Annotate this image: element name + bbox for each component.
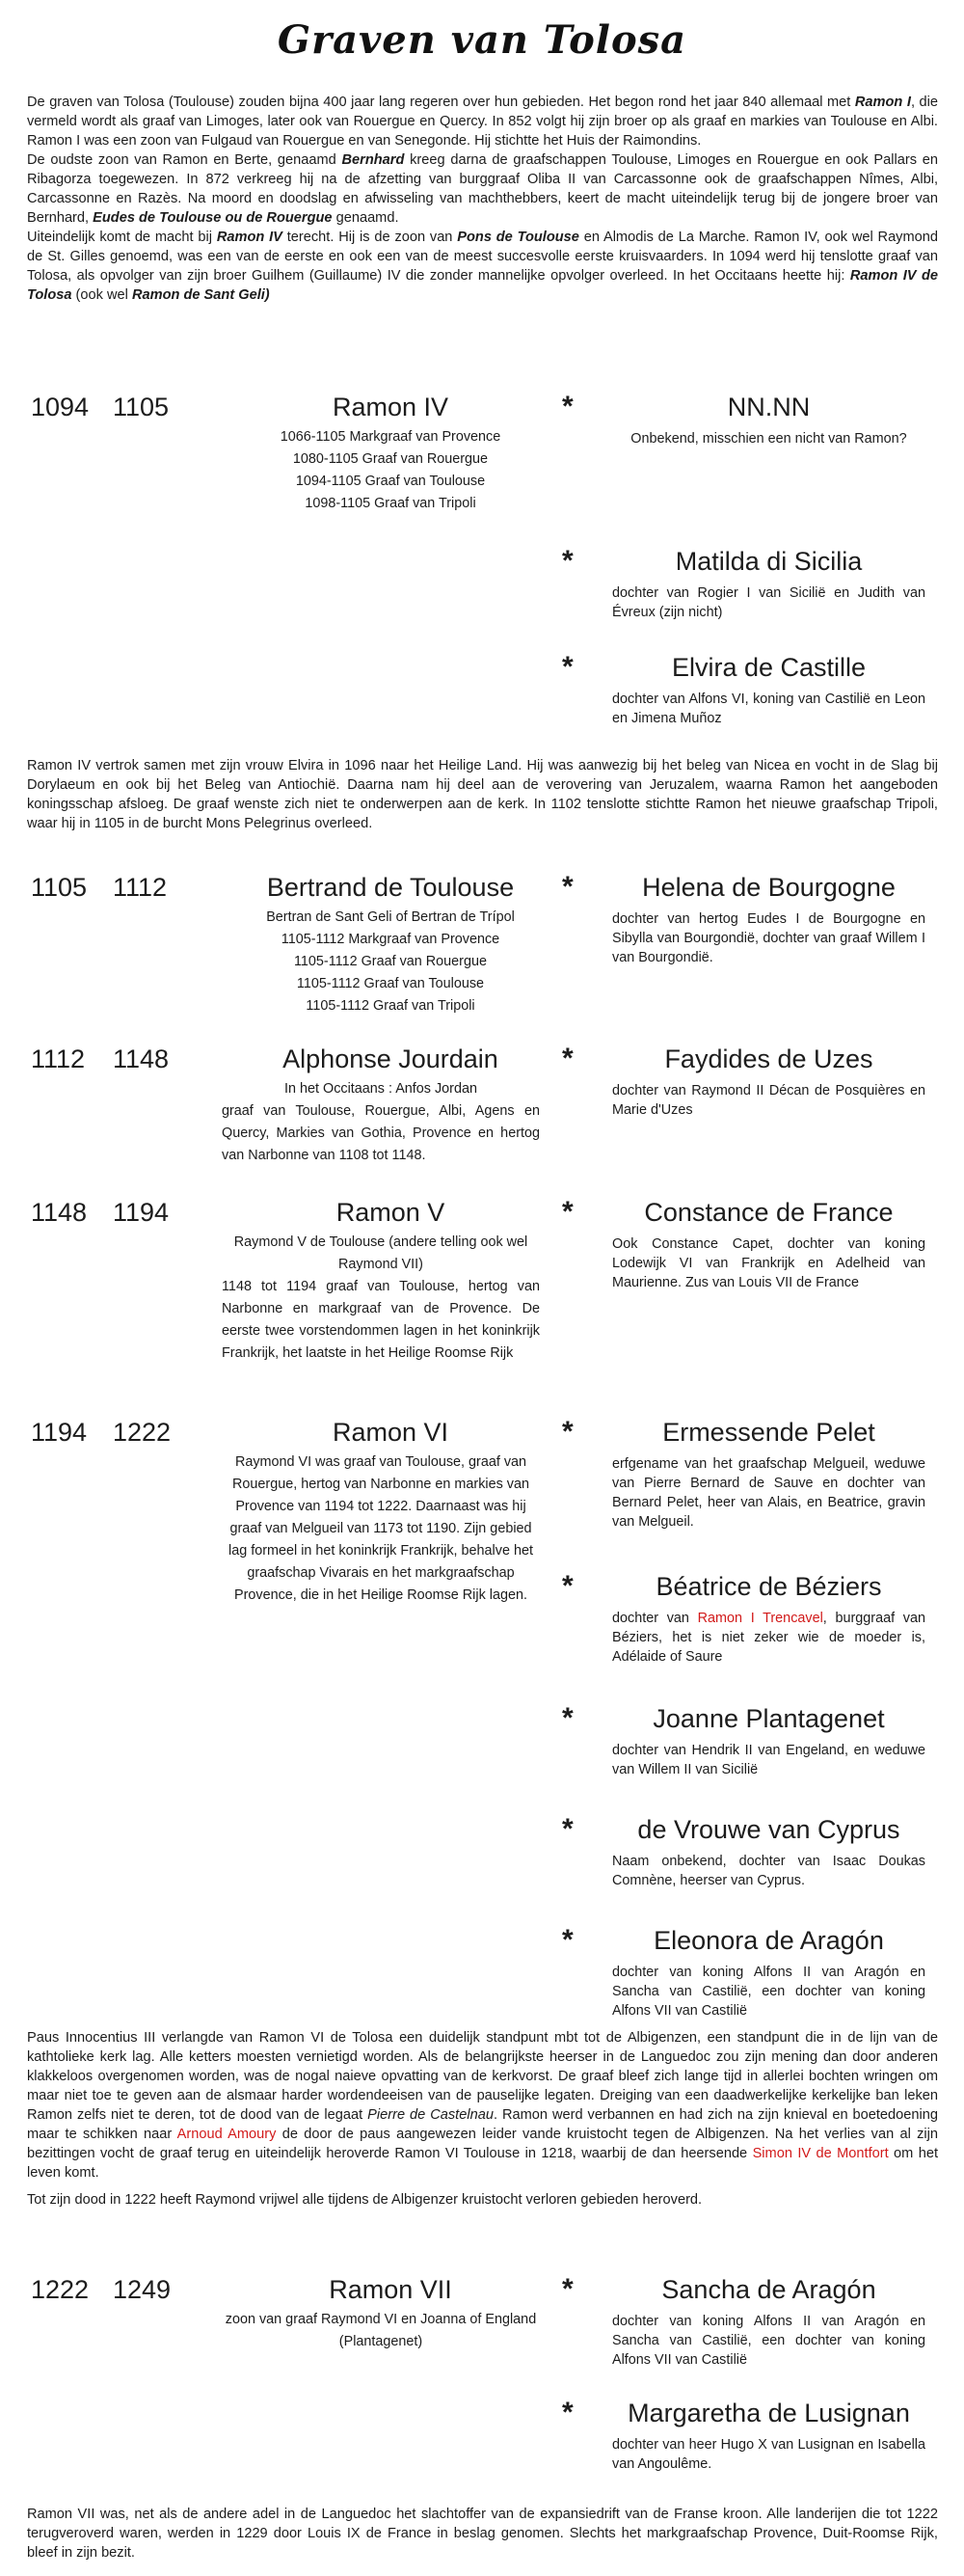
spouse-details: dochter van Ramon I Trencavel, burggraaf van Béziers, het is niet zeker wie de moeder is, Adélaide of Saure (612, 1611, 925, 1665)
spouse-info (612, 545, 925, 622)
spouse-details: dochter van Hendrik II van Engeland, en weduwe van Willem II van Sicilië (612, 1743, 925, 1777)
spouse-name: Elvira de Castille (671, 653, 867, 682)
note-ramon-vi-paragraph-1: Paus Innocentius III verlangde van Ramon VI de Tolosa een duidelijk standpunt mbt tot de Albigenzen, een standpunt die in de lijn van de kathtolieke kerk lag. Alle ketters moesten vernietigd worden. Als de belangrijkste heerser in de Languedoc zou zijn mening dan door anderen klakkeloos overgenomen worden, was de nogal naieve opvatting van de kerkvorst. De graaf bleef zich lange tijd in allerlei bochten wringen om maar niet toe te geven aan de alsmaar harder wordendeeisen van de pauselijke legaten. Dreiging van een daadwerkelijke kerkelijke ban leken Ramon zelfs niet te deren, tot de dood van de legaat Pierre de Castelnau. Ramon werd verbannen en had zich na zijn knieval en boetedoening maar te schikken naar Arnoud Amoury de door de paus aangewezen leider vande kruistocht tegen de Albigenzen. Na het verlies van al zijn bezittingen vocht de graaf terug en uiteindelijk heroverde Ramon VI Toulouse in 1218, waarbij de dan heersende Simon IV de Montfort om het leven komt. (27, 2030, 939, 2181)
ruler-details (222, 1451, 559, 1607)
reign-end-year: 1194 (113, 1198, 170, 1227)
ruler-name: Ramon VI (332, 1418, 449, 1447)
spouse-details: erfgename van het graafschap Melgueil, weduwe van Pierre Bernard de Sauve en dochter van Bernard Pelet, heer van Alais, en Beatrice, gravin van Melgueil. (612, 1456, 925, 1530)
spouse-marker: * (562, 391, 574, 422)
spouse-info (612, 1702, 925, 1779)
spouse-details: dochter van hertog Eudes I de Bourgogne en Sibylla van Bourgondië, dochter van graaf Willem I van Bourgondië. (612, 911, 925, 965)
ruler-detail-line: Raymond VI was graaf van Toulouse, graaf van Rouergue, hertog van Narbonne en markies van Provence van 1194 tot 1222. Daarnaast was hij graaf van Melgueil van 1173 tot 1190. Zijn gebied lag formeel in het koninkrijk Frankrijk, behalve het graafschap Vivarais en het markgraafschap Provence, die in het Heilige Roomse Rijk lagen. (228, 1454, 533, 1603)
ruler-detail-line: 1148 tot 1194 graaf van Toulouse, hertog van Narbonne en markgraaf van de Provence. De eerste twee vorstendommen lagen in het koninkrijk Frankrijk, het laatste in het Heilige Roomse Rijk (222, 1279, 540, 1361)
spouse-details: Ook Constance Capet, dochter van koning Lodewijk VI van Frankrijk en Adelheid van Maurienne. Zus van Louis VII de France (612, 1236, 925, 1290)
ruler-detail-line: Raymond V de Toulouse (andere telling ook wel Raymond VII) (233, 1234, 528, 1272)
ruler-name: Ramon V (335, 1198, 445, 1227)
ruler-name: Alphonse Jourdain (282, 1044, 498, 1073)
ruler-name: Ramon VII (329, 2275, 452, 2304)
spouse-details: dochter van koning Alfons II van Aragón en Sancha van Castilië, een dochter van koning Alfons VII van Castilië (612, 2314, 925, 2368)
spouse-name: Eleonora de Aragón (654, 1926, 884, 1955)
spouse-name: Béatrice de Béziers (656, 1572, 882, 1601)
spouse-name: Ermessende Pelet (662, 1418, 875, 1447)
ruler-detail-line: 1105-1112 Graaf van Rouergue (293, 954, 487, 969)
ruler-info (222, 1043, 559, 1167)
spouse-details: dochter van Rogier I van Sicilië en Judith van Évreux (zijn nicht) (612, 585, 925, 620)
ruler-name: Ramon IV (332, 393, 449, 421)
spouse-name: NN.NN (727, 393, 811, 421)
spouse-info (612, 2397, 925, 2474)
ruler-detail-line: 1105-1112 Markgraaf van Provence (281, 932, 500, 947)
spouse-marker: * (562, 1416, 574, 1448)
ruler-detail-line: 1066-1105 Markgraaf van Provence (280, 429, 501, 445)
intro-paragraph-3: Uiteindelijk komt de macht bij Ramon IV terecht. Hij is de zoon van Pons de Toulouse en Almodis de La Marche. Ramon IV, ook wel Raymond de St. Gilles genoemd, was een van de eerste en ook een van de meest succesvolle eerste kruisvaarders. In 1094 werd hij tenslotte graaf van Tolosa, als opvolger van zijn broer Guilhem (Guillaume) IV die zonder mannelijke opvolger overleed. In het Occitaans heette hij: Ramon IV de Tolosa (ook wel Ramon de Sant Geli) (27, 230, 938, 303)
note-ramon-iv: Ramon IV vertrok samen met zijn vrouw Elvira in 1096 naar het Heilige Land. Hij was aanwezig bij het beleg van Nicea en vocht in de Slag bij Dorylaeum en ook bij het Beleg van Antiochië. Daarna nam hij deel aan de verovering van Jeruzalem, waarna Ramon het aangeboden koningsschap afsloeg. De graaf wenste zich niet te onderwerpen aan de kerk. In 1102 tenslotte stichtte Ramon het nieuwe graafschap Tripoli, waar hij in 1105 in de burcht Mons Pelegrinus overleed. (27, 758, 938, 831)
spouse-marker: * (562, 2273, 574, 2305)
spouse-marker: * (562, 651, 574, 683)
spouse-info (612, 1416, 925, 1532)
spouse-marker: * (562, 1924, 574, 1956)
spouse-name: Joanne Plantagenet (653, 1704, 885, 1733)
spouse-details: Naam onbekend, dochter van Isaac Doukas Comnène, heerser van Cyprus. (612, 1854, 925, 1888)
spouse-info (612, 1043, 925, 1120)
ruler-detail-line: 1080-1105 Graaf van Rouergue (292, 451, 489, 467)
spouse-name: Helena de Bourgogne (642, 873, 896, 902)
spouse-details: dochter van heer Hugo X van Lusignan en Isabella van Angoulême. (612, 2437, 925, 2472)
note-ramon-vii: Ramon VII was, net als de andere adel in de Languedoc het slachtoffer van de expansiedrift van de Franse kroon. Alle landerijen die tot 1222 terugveroverd waren, werden in 1229 door Louis IX de France in beslag genomen. Slechts het markgraafschap Provence, Duit-Roomse Rijk, bleef in zijn bezit. (27, 2507, 938, 2561)
spouse-details: dochter van Alfons VI, koning van Castilië en Leon en Jimena Muñoz (612, 691, 925, 726)
ruler-detail-line: 1105-1112 Graaf van Tripoli (306, 998, 475, 1014)
reign-end-year: 1105 (113, 393, 170, 421)
reign-start-year: 1112 (31, 1044, 86, 1073)
ruler-detail-line: 1094-1105 Graaf van Toulouse (295, 474, 486, 489)
ruler-detail-line: In het Occitaans : Anfos Jordan (284, 1081, 477, 1097)
spouse-details: dochter van koning Alfons II van Aragón en Sancha van Castilië, een dochter van koning Alfons VII van Castilië (612, 1965, 925, 2019)
spouse-details: dochter van Raymond II Décan de Posquières en Marie d'Uzes (612, 1083, 925, 1118)
spouse-marker: * (562, 545, 574, 577)
spouse-info (612, 1924, 925, 2020)
spouse-marker: * (562, 1043, 574, 1074)
ruler-detail-line: 1098-1105 Graaf van Tripoli (305, 496, 476, 511)
ruler-details (222, 1232, 559, 1365)
ruler-detail-line: Bertran de Sant Geli of Bertran de Trípol (266, 909, 515, 925)
reign-end-year: 1222 (113, 1418, 172, 1447)
spouse-marker: * (562, 2397, 574, 2428)
note-ramon-vi-paragraph-2: Tot zijn dood in 1222 heeft Raymond vrijwel alle tijdens de Albigenzer kruistocht verloren gebieden heroverd. (27, 2192, 703, 2208)
spouse-name: Margaretha de Lusignan (628, 2399, 910, 2427)
ruler-name: Bertrand de Toulouse (266, 873, 515, 902)
spouse-marker: * (562, 1702, 574, 1734)
ruler-info (222, 2273, 559, 2353)
spouse-name: Matilda di Sicilia (675, 547, 863, 576)
reign-end-year: 1249 (113, 2275, 172, 2304)
spouse-marker: * (562, 871, 574, 903)
ruler-info (222, 1196, 559, 1365)
spouse-marker: * (562, 1570, 574, 1602)
reign-start-year: 1094 (31, 393, 90, 421)
spouse-name: Sancha de Aragón (661, 2275, 876, 2304)
ruler-info (222, 871, 559, 1017)
ruler-details (222, 907, 559, 1017)
ruler-detail-line: zoon van graaf Raymond VI en Joanna of England (Plantagenet) (225, 2312, 537, 2349)
spouse-info (612, 651, 925, 728)
spouse-info (612, 871, 925, 967)
spouse-name: de Vrouwe van Cyprus (637, 1815, 900, 1844)
reign-start-year: 1148 (31, 1198, 88, 1227)
ruler-details (222, 1078, 559, 1167)
spouse-info (612, 1196, 925, 1292)
ruler-details (222, 426, 559, 515)
spouse-details: Onbekend, misschien een nicht van Ramon? (630, 431, 907, 447)
spouse-info (612, 1570, 925, 1667)
ruler-info (222, 391, 559, 515)
spouse-name: Faydides de Uzes (664, 1044, 873, 1073)
reign-start-year: 1222 (31, 2275, 90, 2304)
ruler-detail-line: graaf van Toulouse, Rouergue, Albi, Agens en Quercy, Markies van Gothia, Provence en hertog van Narbonne van 1108 tot 1148. (222, 1103, 540, 1163)
reign-end-year: 1148 (113, 1044, 170, 1073)
reign-end-year: 1112 (113, 873, 168, 902)
spouse-info (612, 1813, 925, 1890)
reign-start-year: 1194 (31, 1418, 88, 1447)
spouse-info (612, 391, 925, 448)
page-title: Graven van Tolosa (277, 17, 687, 63)
intro-paragraph-2: De oudste zoon van Ramon en Berte, genaamd Bernhard kreeg darna de graafschappen Toulouse, Limoges en Rouergue en ook Pallars en Ribagorza toegewezen. In 872 verkreeg hij na de afzetting van burggraaf Oliba II van Carcassonne ook de graafschappen Nîmes, Albi, Carcassonne en Razès. Na moord en doodslag en afwisseling van machthebbers, keert de macht uiteindelijk terug bij de jongere broer van Bernhard, Eudes de Toulouse ou de Rouergue genaamd. (27, 152, 939, 226)
spouse-info (612, 2273, 925, 2370)
intro-text (27, 93, 938, 305)
spouse-name: Constance de France (644, 1198, 894, 1227)
spouse-marker: * (562, 1196, 574, 1228)
ruler-details (222, 2309, 559, 2353)
ruler-detail-line: 1105-1112 Graaf van Toulouse (296, 976, 485, 991)
reign-start-year: 1105 (31, 873, 88, 902)
ruler-info (222, 1416, 559, 1607)
spouse-marker: * (562, 1813, 574, 1845)
note-ramon-vi (27, 2028, 938, 2210)
intro-paragraph-1: De graven van Tolosa (Toulouse) zouden bijna 400 jaar lang regeren over hun gebieden. Het begon rond het jaar 840 allemaal met Ramon I, die vermeld wordt als graaf van Limoges, later ook van Rouergue en Quercy. In 852 volgt hij zijn broer op als graaf en markies van Toulouse en Albi. Ramon I was een zoon van Fulgaud van Rouergue en van Senegonde. Hij stichtte het Huis der Raimondins. (27, 95, 938, 149)
